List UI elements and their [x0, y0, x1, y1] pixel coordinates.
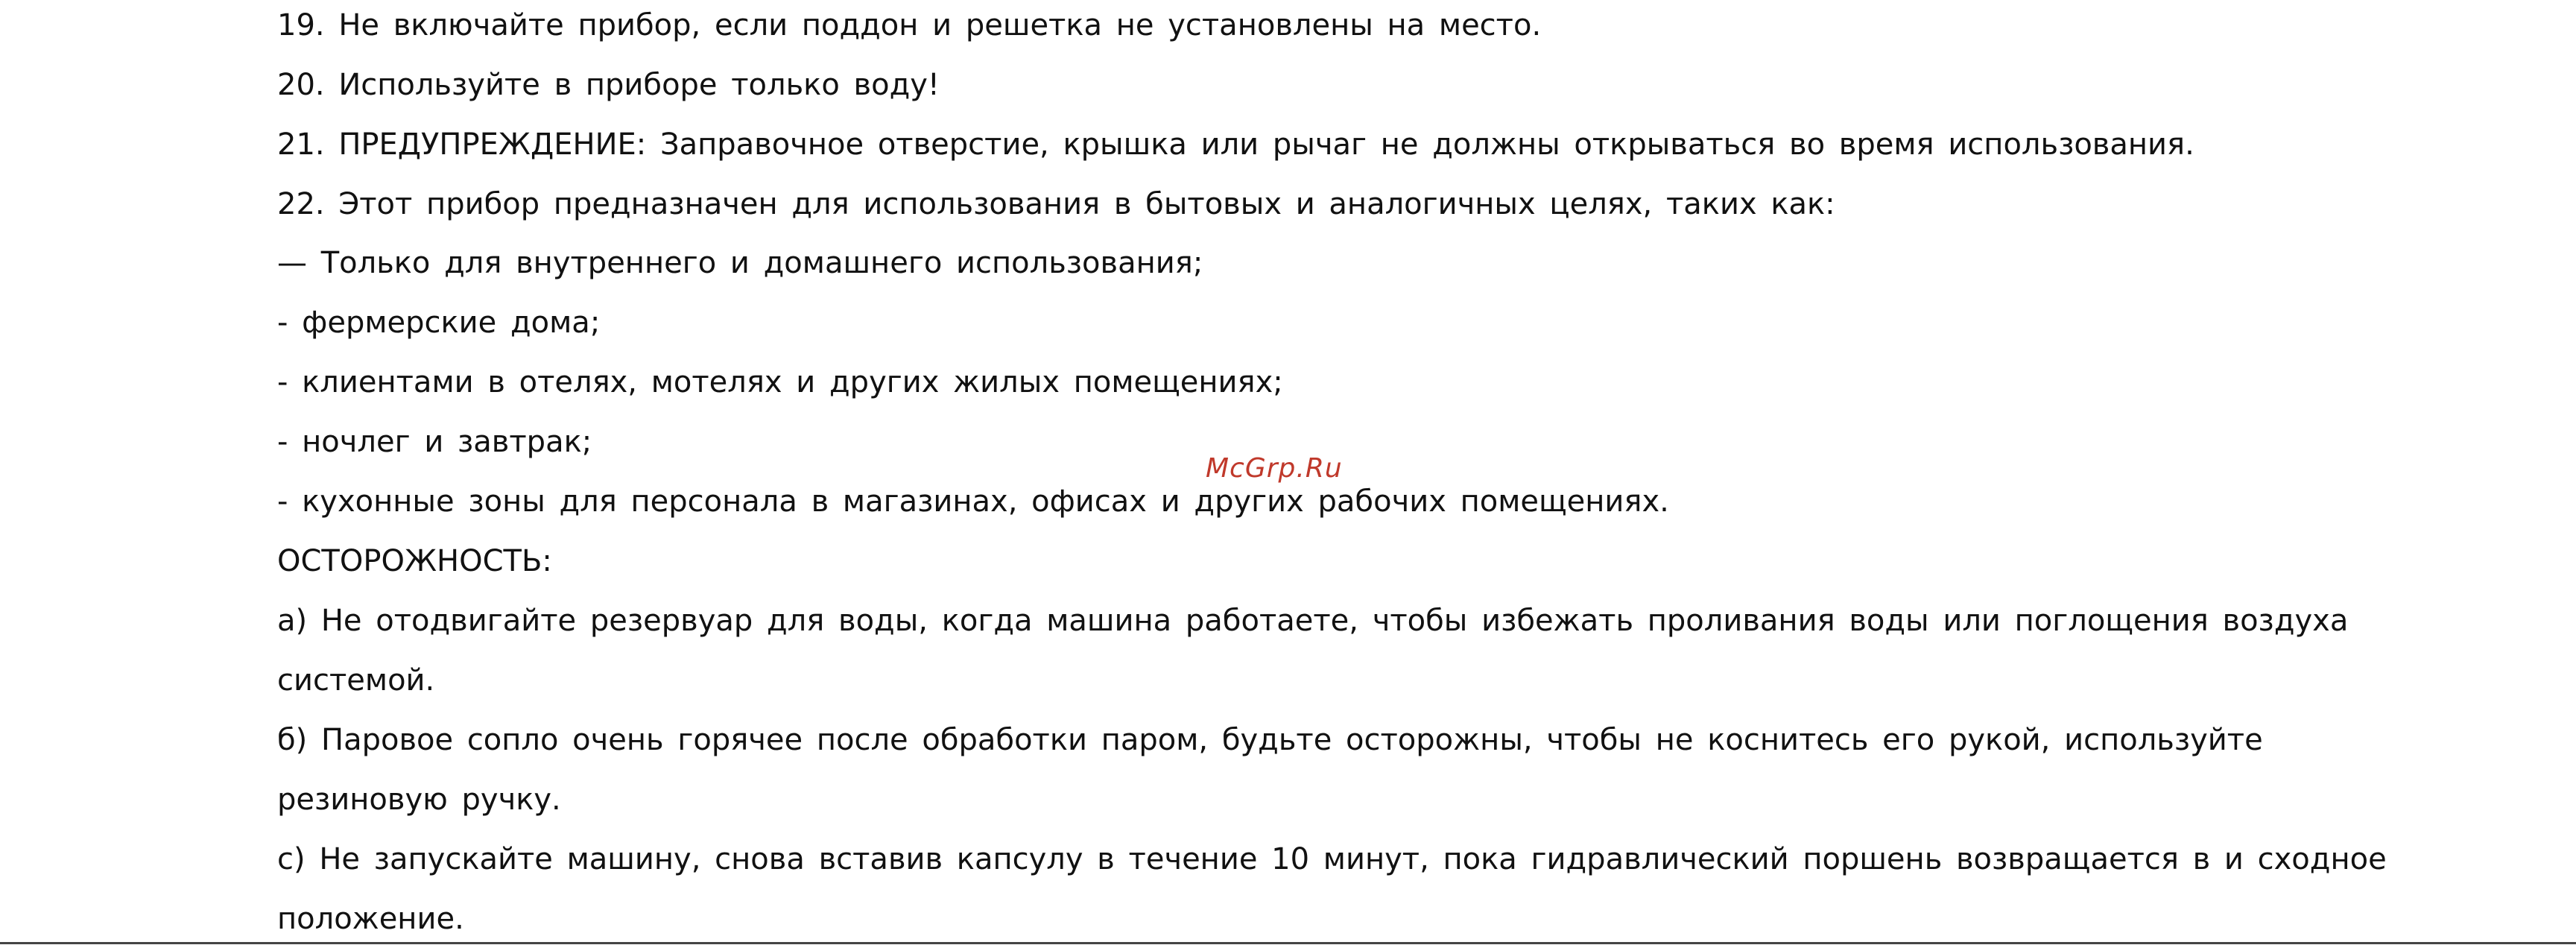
instruction-line-20: 20. Используйте в приборе только воду! [277, 68, 940, 102]
watermark-logo: McGrp.Ru [1206, 453, 1343, 484]
page-bottom-divider [0, 942, 2576, 944]
usage-list-item-farmhouses: - фермерские дома; [277, 306, 601, 340]
caution-item-b-continued: резиновую ручку. [277, 783, 561, 817]
caution-item-a: а) Не отодвигайте резервуар для воды, когда машина работаете, чтобы избежать проливания воды или поглощения воздуха [277, 604, 2349, 638]
caution-item-c-continued: положение. [277, 902, 464, 936]
caution-item-a-continued: системой. [277, 663, 435, 698]
usage-list-item-bed-breakfast: - ночлег и завтрак; [277, 425, 592, 459]
caution-item-b: б) Паровое сопло очень горячее после обработки паром, будьте осторожны, чтобы не коснитесь его рукой, используйте [277, 723, 2263, 757]
instruction-line-19: 19. Не включайте прибор, если поддон и решетка не установлены на место. [277, 8, 1542, 42]
usage-list-item-staff-kitchens: - кухонные зоны для персонала в магазинах, офисах и других рабочих помещениях. [277, 484, 1669, 519]
usage-list-item-indoor: — Только для внутреннего и домашнего использования; [277, 246, 1203, 280]
caution-item-c: с) Не запускайте машину, снова вставив капсулу в течение 10 минут, пока гидравлический поршень возвращается в и сходное [277, 842, 2387, 876]
instruction-line-22: 22. Этот прибор предназначен для использования в бытовых и аналогичных целях, таких как: [277, 187, 1835, 221]
caution-heading: ОСТОРОЖНОСТЬ: [277, 544, 552, 578]
instruction-line-21: 21. ПРЕДУПРЕЖДЕНИЕ: Заправочное отверстие, крышка или рычаг не должны открываться во время использования. [277, 127, 2194, 162]
usage-list-item-hotels: - клиентами в отелях, мотелях и других жилых помещениях; [277, 365, 1283, 399]
